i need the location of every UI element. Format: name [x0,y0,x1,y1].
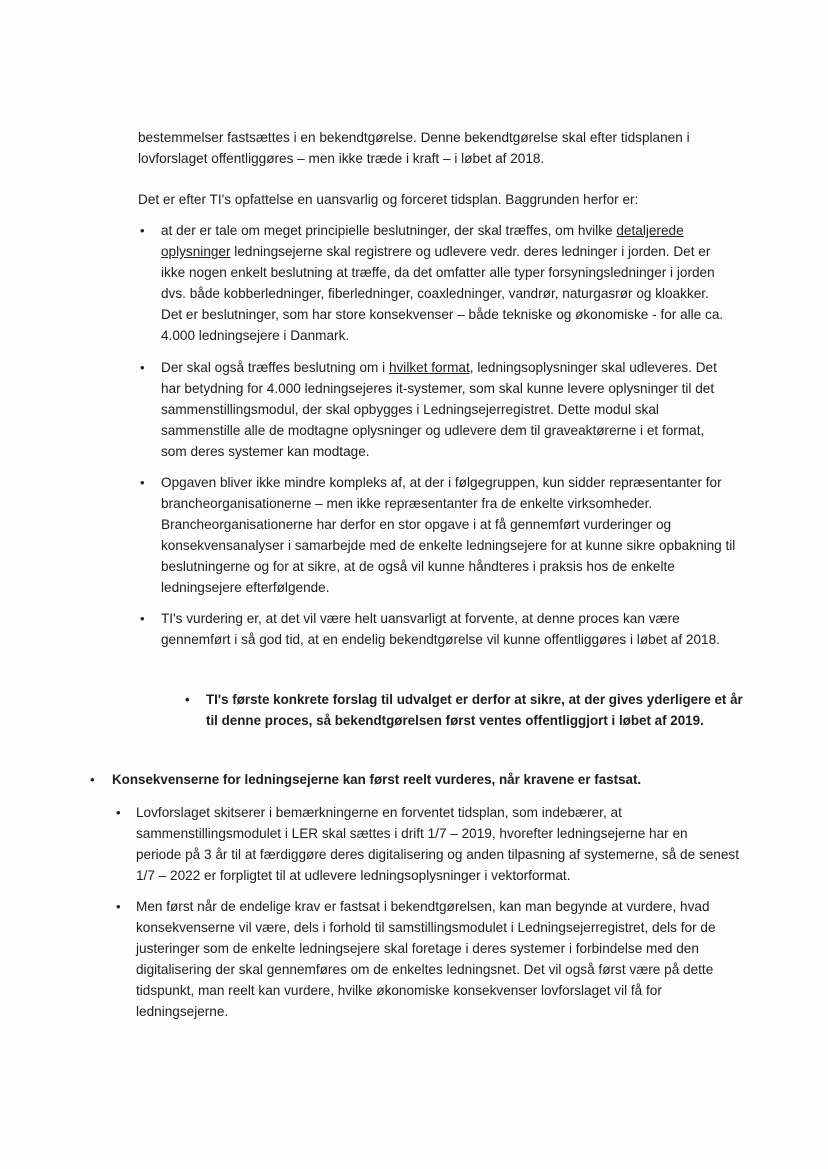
item1-text: at der er tale om meget principielle beslutninger, der skal træffes, om hvilke [161,223,617,238]
item3-line: beslutningerne og for at sikre, at de også vil kunne håndteres i praksis hos de enkelte [161,559,675,574]
sub2-line: ledningsejerne. [136,1004,229,1019]
bullet-sub-1: • [116,805,121,820]
item1-line: ikke nogen enkelt beslutning at træffe, da det omfatter alle typer forsyningsledninger i jorden [161,265,715,280]
item3-line: Opgaven bliver ikke mindre kompleks af, at der i følgegruppen, kun sidder repræsentanter for [161,475,722,490]
sub2-line: justeringer som de enkelte ledningsejere skal foretage i deres systemer i forbindelse med den [136,941,699,956]
item1-line: 4.000 ledningsejere i Danmark. [161,328,350,343]
item2-line: har betydning for 4.000 ledningsejeres it-systemer, som skal kunne levere oplysninger til det [161,381,715,396]
sub2-line: digitalisering der skal gennemføres om de enkeltes ledningsnet. Det vil også først være på dette [136,962,714,977]
intro-line-2: lovforslaget offentliggøres – men ikke træde i kraft – i løbet af 2018. [138,151,545,166]
bullet-sub-2: • [116,899,121,914]
item3-line: brancheorganisationerne – men ikke repræsentanter fra de enkelte virksomheder. [161,496,653,511]
item2-line: som deres systemer kan modtage. [161,444,370,459]
sub2-line: konsekvenserne vil være, dels i forhold til samstillingsmodulet i Ledningsejerregistret, dels for de [136,920,716,935]
paragraph-tidsplan: Det er efter TI's opfattelse en uansvarlig og forceret tidsplan. Baggrunden herfor er: [138,192,639,207]
underlined-detaljerede: detaljerede [616,223,684,238]
sub1-line: periode på 3 år til at færdiggøre deres digitalisering og anden tilpasning af systemerne, så de senest [136,847,740,862]
sub1-line: Lovforslaget skitserer i bemærkningerne en forventet tidsplan, som indebærer, at [136,805,622,820]
item1-line: Det er beslutninger, som har store konsekvenser – både tekniske og økonomiske - for alle ca. [161,307,724,322]
underlined-oplysninger: oplysninger [161,244,231,259]
sub1-line: sammenstillingsmodulet i LER skal sættes i drift 1/7 – 2019, hvorefter ledningsejerne har en [136,826,688,841]
item4-line: gennemført i så god tid, at en endelig bekendtgørelse vil kunne offentliggøres i løbet af 2018. [161,632,720,647]
item2-line: sammenstillingsmodul, der skal opbygges i Ledningsejerregistret. Dette modul skal [161,402,659,417]
bullet-4: • [140,611,145,626]
section-heading: Konsekvenserne for ledningsejerne kan først reelt vurderes, når kravene er fastsat. [112,772,642,787]
proposal-line: til denne proces, så bekendtgørelsen først ventes offentliggjort i løbet af 2019. [206,713,704,728]
intro-line-1: bestemmelser fastsættes i en bekendtgørelse. Denne bekendtgørelse skal efter tidsplanen i [138,130,690,145]
item2-text: ledningsoplysninger skal udleveres. Det [473,360,717,375]
item3-line: konsekvensanalyser i samarbejde med de enkelte ledningsejere for at kunne sikre opbakning til [161,538,736,553]
bullet-1: • [140,223,145,238]
bullet-section: • [90,772,95,787]
item3-line: ledningsejere efterfølgende. [161,580,330,595]
underlined-hvilket-format: hvilket format, [388,360,474,375]
bullet-proposal: • [185,692,190,707]
proposal-line: TI's første konkrete forslag til udvalget er derfor at sikre, at der gives yderligere et år [206,692,743,707]
item3-line: Brancheorganisationerne har derfor en stor opgave i at få gennemført vurderinger og [161,517,672,532]
sub2-line: Men først når de endelige krav er fastsat i bekendtgørelsen, kan man begynde at vurdere, hvad [136,899,710,914]
bullet-3: • [140,475,145,490]
bullet-2: • [140,360,145,375]
item2-text: Der skal også træffes beslutning om i [161,360,389,375]
sub2-line: tidspunkt, man reelt kan vurdere, hvilke økonomiske konsekvenser lovforslaget vil få for [136,983,662,998]
item2-line: sammenstille alle de modtagne oplysninger og udlevere dem til graveaktørerne i et format, [161,423,705,438]
sub1-line: 1/7 – 2022 er forpligtet til at udlevere ledningsoplysninger i vektorformat. [136,868,571,883]
item1-line: dvs. både kobberledninger, fiberledninger, coaxledninger, vandrør, naturgasrør og kloakker. [161,286,709,301]
item4-line: TI's vurdering er, at det vil være helt uansvarligt at forvente, at denne proces kan være [161,611,680,626]
item1-text: ledningsejerne skal registrere og udlevere vedr. deres ledninger i jorden. Det er [230,244,711,259]
